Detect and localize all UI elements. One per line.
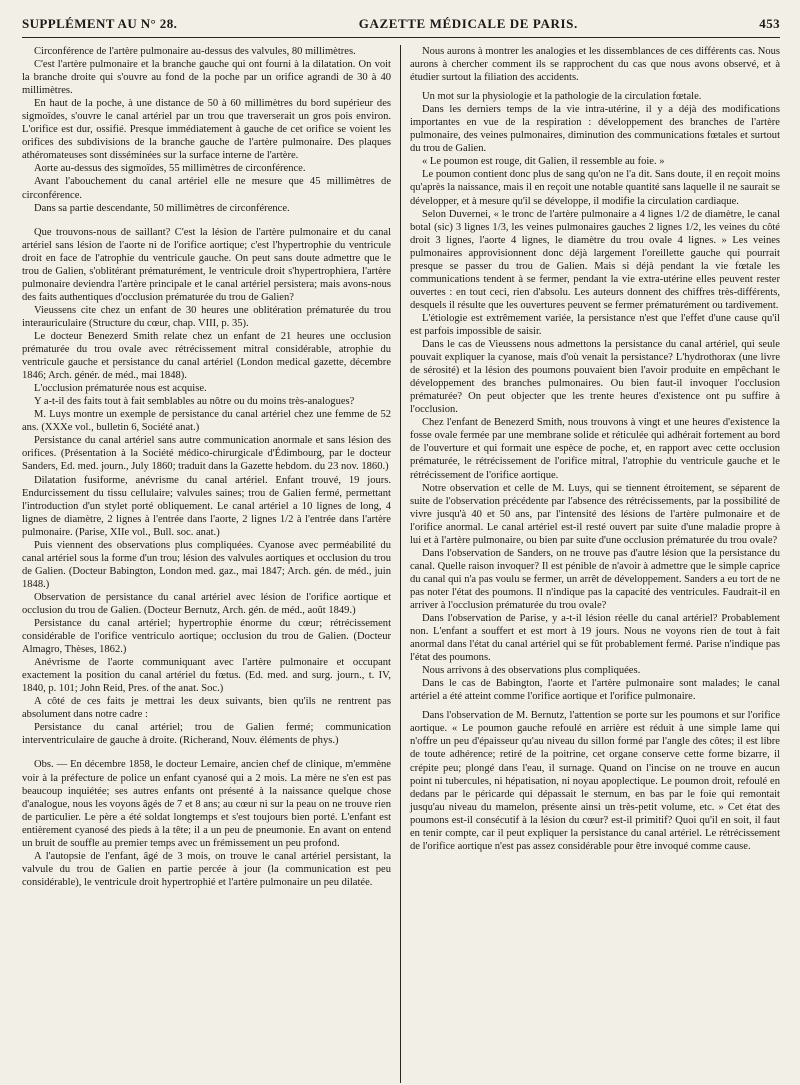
paragraph: Avant l'abouchement du canal artériel elle ne mesure que 45 millimètres de circonférence.	[22, 176, 391, 201]
left-column	[22, 45, 401, 1083]
paragraph: Dans l'observation de M. Bernutz, l'attention se porte sur les poumons et sur l'orifice aortique. « Le poumon gauche refoulé en arrière est réduit à une simple lame qui n'offre un peu d'épaisseur qu'au niveau du sillon formé par l'angle des côtes; il est libre de toute adhérence; retiré de la poitrine, cet organe conserve cette forme bizarre, il crépite peu; plongé dans l'eau, il surnage. Quand on l'incise on ne trouve en aucun point ni tubercules, ni hépatisation, ni noyau apoplectique. Le poumon droit, refoulé en dedans par le péricarde qui dépassait le sternum, en bas par le foie qui remontait jusqu'au niveau du mamelon, présente ainsi un très-petit volume, etc. » Cet état des poumons est-il consécutif à la lésion du cœur? est-il primitif? Quoi qu'il en soit, il faut en tenir compte, car il peut expliquer la persistance du canal artériel. Le rétrécissement de l'orifice aortique n'est pas assez considérable pour être invoqué comme cause.	[410, 710, 780, 852]
paragraph: Aorte au-dessus des sigmoïdes, 55 millimètres de circonférence.	[34, 163, 306, 175]
paragraph: Y a-t-il des faits tout à fait semblables au nôtre ou du moins très-analogues?	[34, 396, 355, 408]
paragraph: Dilatation fusiforme, anévrisme du canal artériel. Enfant trouvé, 19 jours. Endurcissement du tissu cellulaire; valvules saines; trou de Galien fermé, permettant l'introduction d'un stylet porté obliquement. Le canal artériel a 10 lignes de long, 4 lignes de diamètre, 2 lignes à l'entrée dans l'aorte, 2 lignes 1/2 à l'entrée dans l'artère pulmonaire. (Parise, XIIe vol., Bull. soc. anat.)	[22, 474, 391, 538]
paragraph: Dans le cas de Babington, l'aorte et l'artère pulmonaire sont malades; le canal artériel a été atteint comme l'orifice aortique et l'orifice pulmonaire.	[410, 678, 780, 703]
paragraph: Circonférence de l'artère pulmonaire au-dessus des valvules, 80 millimètres.	[34, 46, 356, 57]
page-number: 453	[759, 16, 780, 31]
paragraph: Dans l'observation de Sanders, on ne trouve pas d'autre lésion que la persistance du canal. Quelle raison invoquer? Il est pénible de n'avoir à admettre que le simple caprice du canal qui n'a pas voulu se fermer, un arrêt de développement. Sanders a eu tort de ne pas noter l'état des poumons. Il n'indique pas la capacité des ventricules. Faudrait-il en arriver à l'occlusion prématurée du trou ovale?	[410, 547, 780, 611]
paragraph: C'est l'artère pulmonaire et la branche gauche qui ont fourni à la dilatation. On voit la branche droite qui s'ouvre au fond de la poche par un orifice agrandi de 30 à 40 millimètres.	[22, 59, 391, 97]
paragraph: Que trouvons-nous de saillant? C'est la lésion de l'artère pulmonaire et du canal artériel sans lésion de l'aorte ni de l'orifice aortique; c'est l'hypertrophie du ventricule droit en face de l'atrophie du ventricule gauche. On peut sans doute admettre que le trou de Galien, s'oblitérant prématurément, le ventricule droit s'hypertrophiera, l'artère pulmonaire deviendra l'artère principale et le canal artériel persistera; mais avons-nous des faits authentiques d'occlusion prématurée du trou de Galien?	[22, 226, 391, 303]
paragraph: Le poumon contient donc plus de sang qu'on ne l'a dit. Sans doute, il en reçoit moins qu'après la naissance, mais il en reçoit une notable quantité sans laquelle il ne saurait se développer, et à mesure qu'il se développe, il modifie la circulation cardiaque.	[410, 169, 780, 207]
header-rule	[22, 37, 780, 38]
paragraph: Dans le cas de Vieussens nous admettons la persistance du canal artériel, qui seule pouvait expliquer la cyanose, mais d'où venait la persistance? L'hydrothorax (une livre de sérosité) et la lésion des poumons pouvaient bien l'avoir produite en empêchant le développement des branches pulmonaires. Ou bien faut-il invoquer l'occlusion prématurée? On peut objecter que les trente heures d'existence ont pu suffire à l'occlusion.	[410, 339, 780, 416]
paragraph: Puis viennent des observations plus compliquées. Cyanose avec perméabilité du canal artériel sous la forme d'un trou; lésion des valvules aortiques et occlusion du trou de Galien. (Docteur Babington, London med. gaz., mai 1847; Arch. gén. de méd., juin 1848.)	[22, 539, 391, 590]
running-head	[22, 16, 780, 38]
paragraph: Chez l'enfant de Benezerd Smith, nous trouvons à vingt et une heures d'existence la fosse ovale fermée par une membrane solide et réticulée qui adhérait fortement au bord de l'ouverture et qui formait une espèce de poche, et, en rapport avec cette occlusion prématurée, le rétrécissement de l'orifice mitral, l'atrophie du ventricule gauche et le rétrécissement de l'orifice aortique.	[410, 417, 780, 481]
paragraph: Nous aurons à montrer les analogies et les dissemblances de ces différents cas. Nous aurons à chercher comment ils se rapprochent du cas que nous avons observé, et à étudier surtout la filiation des accidents.	[410, 46, 780, 84]
paragraph: Selon Duvernei, « le tronc de l'artère pulmonaire a 4 lignes 1/2 de diamètre, le canal botal (sic) 3 lignes 1/3, les veines pulmonaires gauches 2 lignes 1/2, les veines du côté droit 3 lignes, l'aorte 4 lignes, le diamètre du trou ovale 4 lignes. » Les veines pulmonaires approvisionnent donc déjà largement l'oreillette gauche qui pourrait presque se passer du trou de Galien. Mais si déjà pendant la vie fœtale les communications tendent à se fermer, pendant la vie extra-utérine elles peuvent rester ouvertes : en tout ceci, rien d'absolu. Les auteurs donnent des chiffres très-différents, desquels il résulte que les ouvertures peuvent se fermer prématurément ou tardivement.	[410, 208, 780, 311]
paragraph: A côté de ces faits je mettrai les deux suivants, bien qu'ils ne rentrent pas absolument dans notre cadre :	[22, 696, 391, 721]
paragraph: Persistance du canal artériel sans autre communication anormale et sans lésion des orifices. (Présentation à la Société médico-chirurgicale d'Édimbourg, par le docteur Sanders, Ed. med. journ., July 1860; traduit dans la Gazette hebdom. du 23 nov. 1860.)	[22, 435, 391, 473]
paragraph: L'occlusion prématurée nous est acquise.	[34, 383, 207, 395]
paragraph: Notre observation et celle de M. Luys, qui se tiennent étroitement, se séparent de suite de l'observation précédente par l'absence des rétrécissements, par la possibilité de vivre jusqu'à 40 et 50 ans, par l'intensité des lésions de l'artère pulmonaire et de l'orifice anormal. Le canal artériel est-il resté ouvert par suite d'une maladie propre à lui et à l'artère pulmonaire, ou bien par suite d'une occlusion prématurée du trou ovale?	[410, 482, 780, 546]
paragraph: Observation de persistance du canal artériel avec lésion de l'orifice aortique et occlusion du trou de Galien. (Docteur Bernutz, Arch. gén. de méd., août 1849.)	[22, 591, 391, 616]
paragraph: Persistance du canal artériel; hypertrophie énorme du cœur; rétrécissement considérable de l'orifice ventriculo aortique; occlusion du trou de Galien. (Docteur Almagro, Thèses, 1862.)	[22, 618, 391, 656]
paragraph: Vieussens cite chez un enfant de 30 heures une oblitération prématurée du trou interauriculaire (Structure du cœur, chap. VIII, p. 35).	[22, 304, 391, 329]
supplement-label: SUPPLÉMENT AU N° 28.	[22, 16, 178, 31]
paragraph: Dans l'observation de Parise, y a-t-il lésion réelle du canal artériel? Probablement non. L'enfant a souffert et est mort à 19 jours. Nous ne voyons rien de tout à fait anormal dans l'état du canal artériel qui se fût probablement fermé. Parise n'indique pas l'état des poumons.	[410, 613, 780, 664]
paragraph: Un mot sur la physiologie et la pathologie de la circulation fœtale.	[422, 91, 702, 103]
paragraph: « Le poumon est rouge, dit Galien, il ressemble au foie. »	[422, 156, 665, 168]
paragraph: L'étiologie est extrêmement variée, la persistance n'est que l'effet d'une cause qu'il est parfois impossible de saisir.	[410, 312, 780, 337]
paragraph: Nous arrivons à des observations plus compliquées.	[422, 665, 641, 677]
text-columns	[22, 45, 780, 1083]
paragraph: Dans sa partie descendante, 50 millimètres de circonférence.	[34, 202, 290, 214]
paragraph: Anévrisme de l'aorte communiquant avec l'artère pulmonaire et occupant exactement la position du canal artériel du fœtus. (Ed. med. and surg. journ., t. IV, 1840, p. 101; John Reid, Pres. of the anat. Soc.)	[22, 657, 391, 695]
paragraph: En haut de la poche, à une distance de 50 à 60 millimètres du bord supérieur des sigmoïdes, s'ouvre le canal artériel par un trou que traverserait un gros pois environ. L'orifice est dur, ossifié. Presque immédiatement à gauche de cet orifice se voient les orifices des subdivisions de la branche gauche de l'artère pulmonaire. Des plaques athéromateuses sont disséminées sur la surface interne de l'artère.	[22, 98, 391, 162]
paragraph: A l'autopsie de l'enfant, âgé de 3 mois, on trouve le canal artériel persistant, la valvule du trou de Galien en partie percée à jour (la communication est peu considérable), le ventricule droit hypertrophié et l'artère pulmonaire un peu dilatée.	[22, 850, 391, 888]
paragraph: M. Luys montre un exemple de persistance du canal artériel chez une femme de 52 ans. (XXXe vol., bulletin 6, Société anat.)	[22, 409, 391, 434]
right-column	[401, 45, 780, 1083]
paragraph: Dans les derniers temps de la vie intra-utérine, il y a déjà des modifications importantes en vue de la respiration : développement des branches de l'artère pulmonaire, des veines pulmonaires, diminution des communications fœtales et surtout du trou de Galien.	[410, 104, 780, 155]
paragraph: Obs. — En décembre 1858, le docteur Lemaire, ancien chef de clinique, m'emmène voir à la préfecture de police un enfant cyanosé qui a 2 mois. La mère ne s'en est pas beaucoup inquiétée; ses autres enfants ont présenté à la naissance quelque chose d'analogue, nous les voyons âgés de 7 et 8 ans; au cœur ni sur la peau on ne trouve rien de particulier. Le père a été soldat longtemps et s'est toujours bien porté. L'enfant est entièrement cyanosé des pieds à la tête; il a un peu de pneumonie. En avant on entend un bruit de souffle au premier temps avec un frémissement un peu profond.	[22, 759, 391, 849]
paragraph: Persistance du canal artériel; trou de Galien fermé; communication interventriculaire de gauche à droite. (Richerand, Nouv. éléments de phys.)	[22, 722, 391, 747]
journal-title: GAZETTE MÉDICALE DE PARIS.	[358, 16, 578, 31]
paragraph: Le docteur Benezerd Smith relate chez un enfant de 21 heures une occlusion prématurée du trou ovale avec rétrécissement mitral considérable, atrophie du ventricule gauche et persistance du canal artériel (London medical gazette, décembre 1846; Arch. génér. de méd., mai 1848).	[22, 330, 391, 382]
